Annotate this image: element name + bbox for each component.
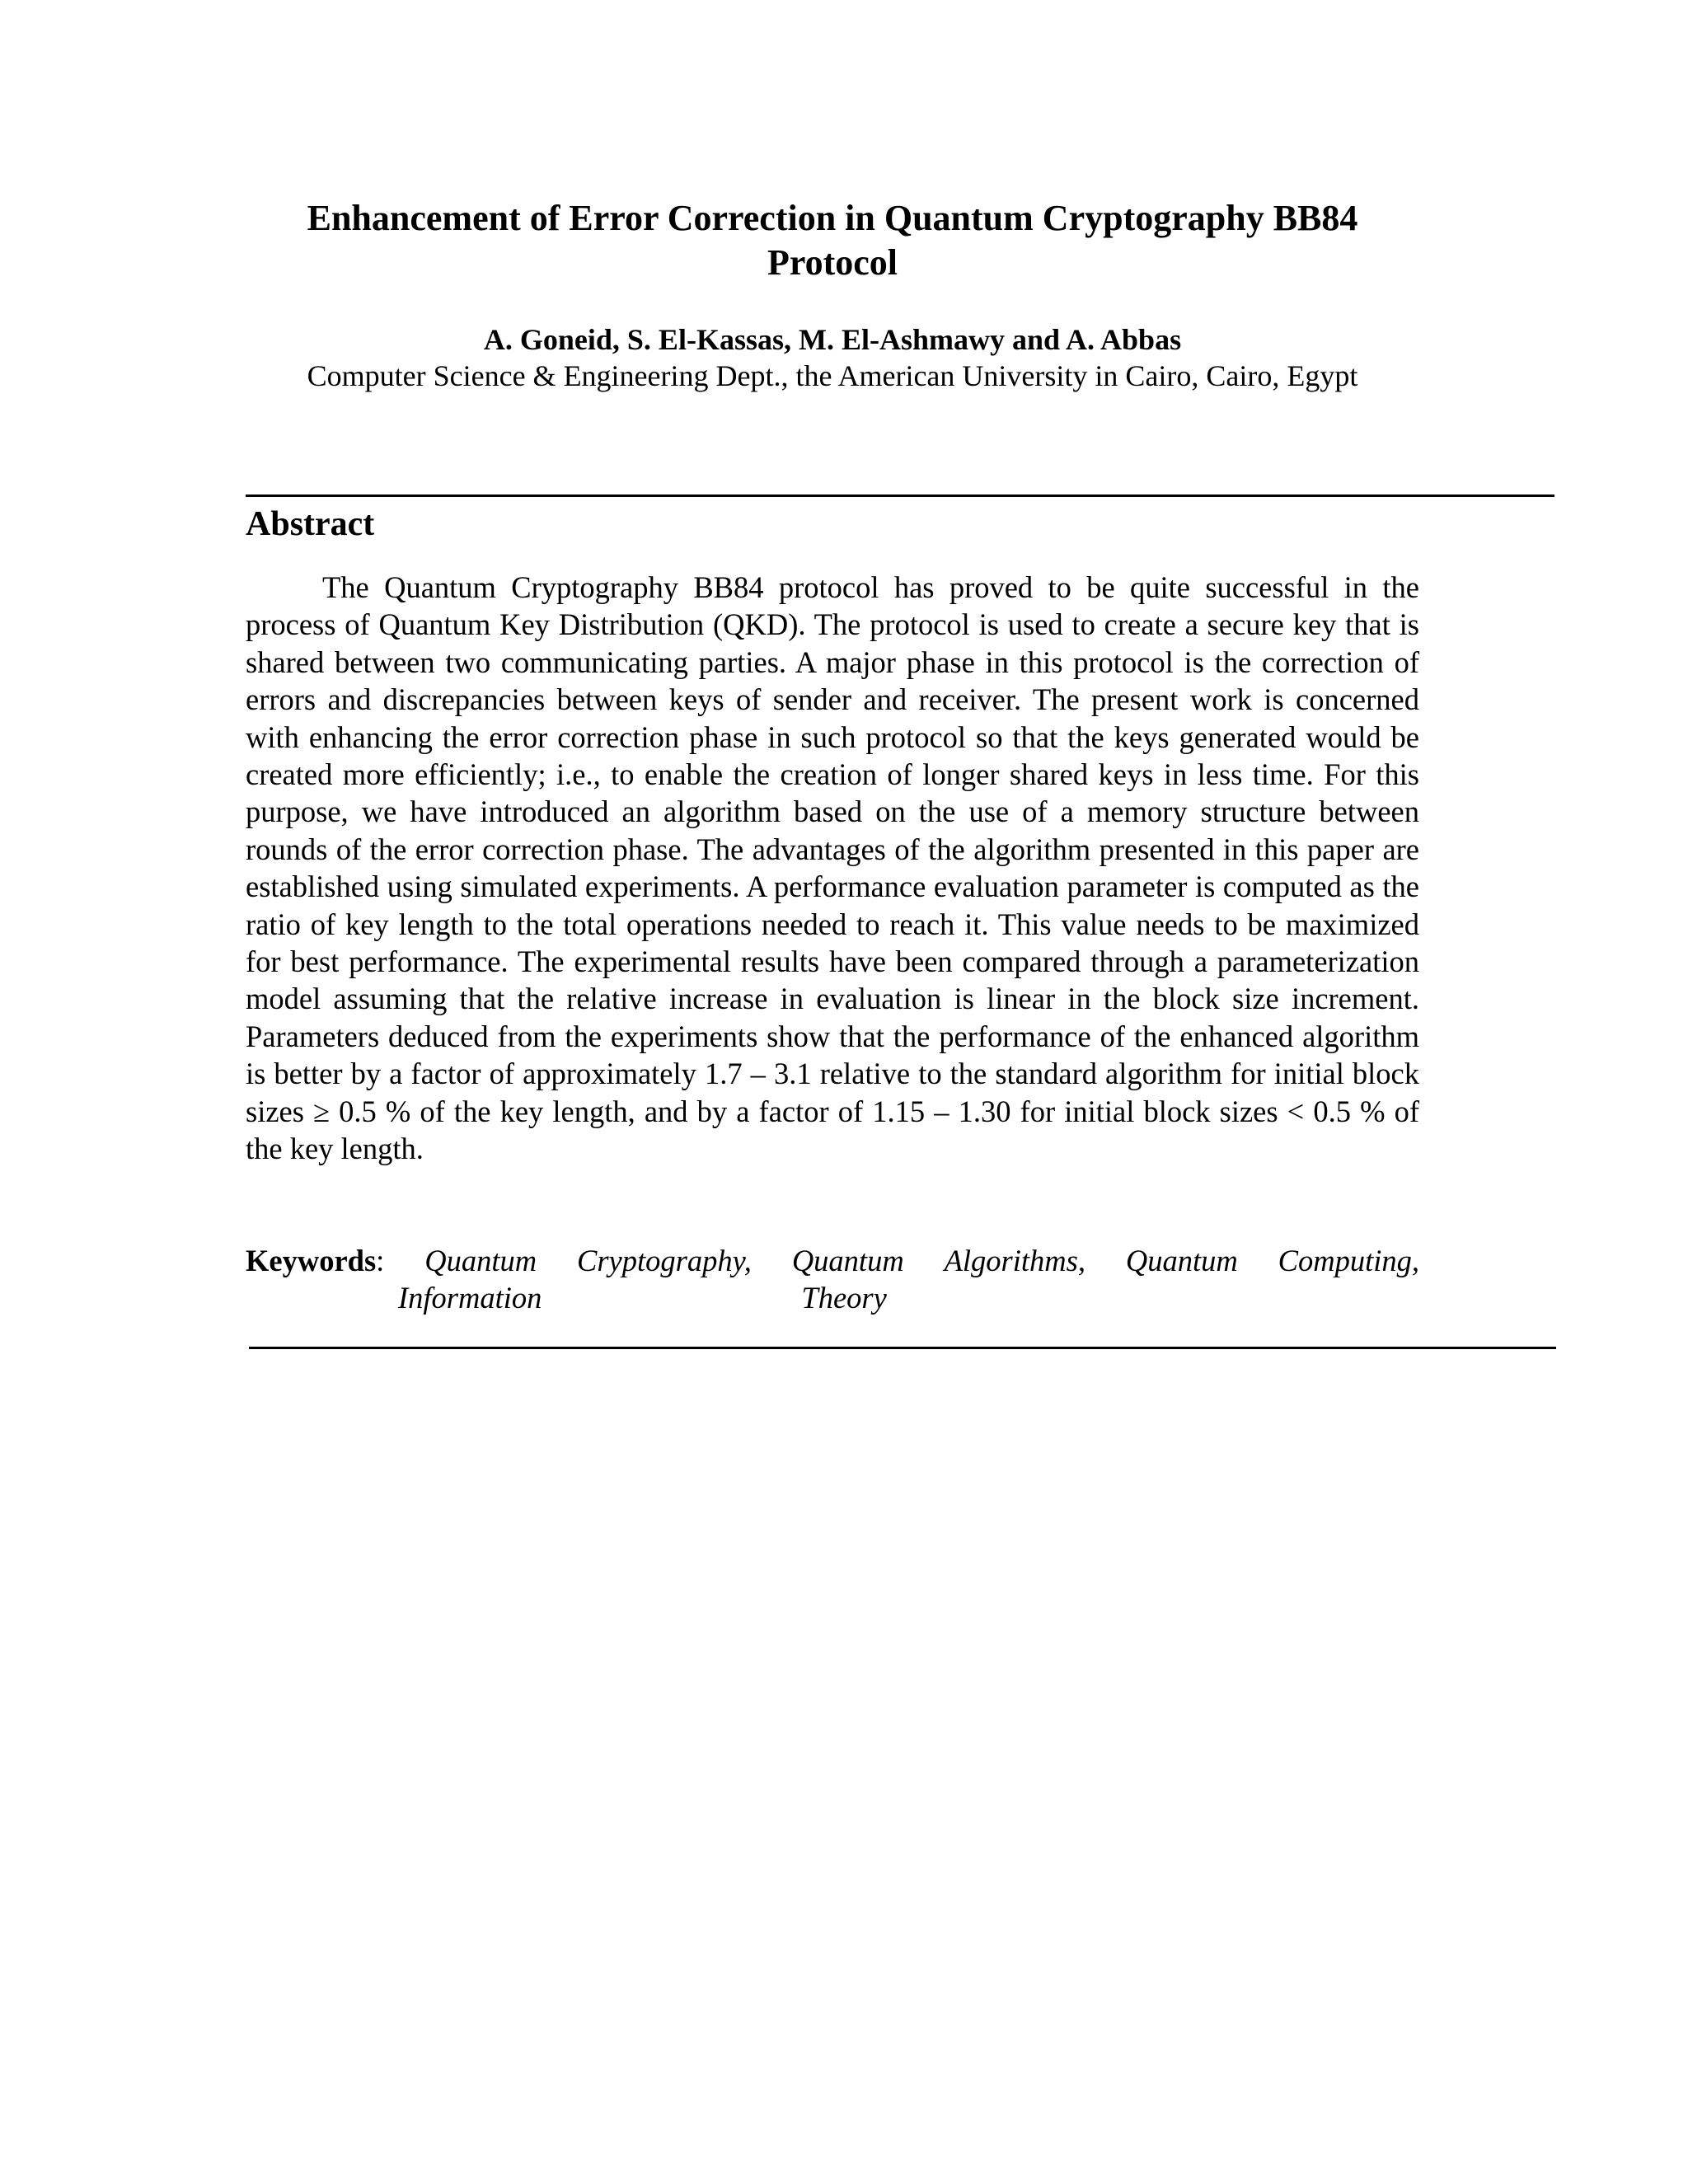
- keyword-word: Algorithms,: [944, 1244, 1085, 1277]
- keywords-line-2: [246, 1279, 1419, 1316]
- bottom-divider: [249, 1347, 1556, 1349]
- keyword-word: Quantum: [424, 1244, 537, 1277]
- keywords-label: Keywords: [246, 1244, 377, 1277]
- keyword-word: Computing,: [1278, 1244, 1419, 1277]
- keywords-section: [246, 1242, 1419, 1316]
- paper-title: Enhancement of Error Correction in Quantum Cryptography BB84 Protocol: [307, 198, 1358, 283]
- keyword-word: Cryptography,: [576, 1244, 752, 1277]
- keyword-word: Information: [398, 1281, 542, 1315]
- keyword-word: Quantum: [1125, 1244, 1238, 1277]
- top-divider: [246, 494, 1554, 497]
- author-affiliation: Computer Science & Engineering Dept., the American University in Cairo, Cairo, Egypt: [307, 359, 1358, 392]
- keywords-label-group: [246, 1242, 384, 1279]
- keywords-line-1: [246, 1242, 1419, 1279]
- abstract-heading: Abstract: [246, 505, 375, 543]
- keyword-word: Quantum: [791, 1244, 904, 1277]
- author-list: A. Goneid, S. El-Kassas, M. El-Ashmawy and A. Abbas: [483, 323, 1182, 356]
- keywords-colon: :: [376, 1244, 385, 1277]
- abstract-body: The Quantum Cryptography BB84 protocol has proved to be quite successful in the process of Quantum Key Distribution (QKD). The protocol is used to create a secure key that is shared between two communicating parties. A major phase in this protocol is the correction of errors and discrepancies between keys of sender and receiver. The present work is concerned with enhancing the error correction phase in such protocol so that the keys generated would be created more efficiently; i.e., to enable the creation of longer shared keys in less time. For this purpose, we have introduced an algorithm based on the use of a memory structure between rounds of the error correction phase. The advantages of the algorithm presented in this paper are established using simulated experiments. A performance evaluation parameter is computed as the ratio of key length to the total operations needed to reach it. This value needs to be maximized for best performance. The experimental results have been compared through a parameterization model assuming that the relative increase in evaluation is linear in the block size increment. Parameters deduced from the experiments show that the performance of the enhanced algorithm is better by a factor of approximately 1.7 – 3.1 relative to the standard algorithm for initial block sizes ≥ 0.5 % of the key length, and by a factor of 1.15 – 1.30 for initial block sizes < 0.5 % of the key length.: [246, 570, 1419, 1166]
- keyword-word: Theory: [801, 1281, 887, 1315]
